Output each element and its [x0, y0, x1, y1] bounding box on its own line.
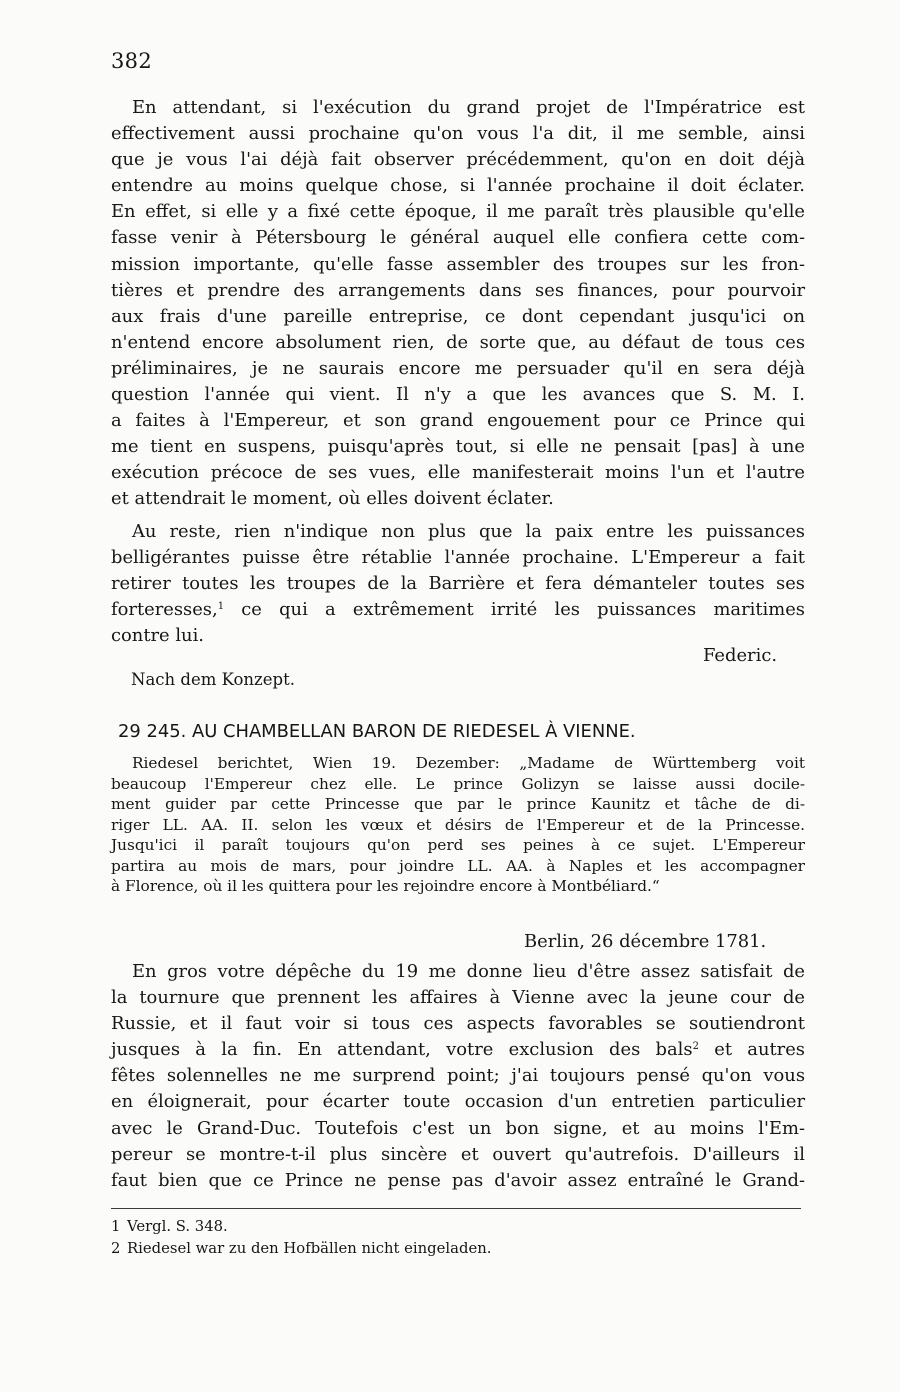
text-line: la tournure que prennent les affaires à Vienne avec la jeune cour de — [111, 987, 805, 1009]
footnote-text: Vergl. S. 348. — [127, 1218, 228, 1235]
text-line: a faites à l'Empereur, et son grand engouement pour ce Prince qui — [111, 410, 805, 432]
text-line: pereur se montre-t-il plus sincère et ouvert qu'autrefois. D'ailleurs il — [111, 1143, 805, 1165]
text-fragment: ce qui a extrêmement irrité les puissances maritimes — [224, 599, 805, 621]
report-summary — [111, 753, 805, 897]
text-line: En effet, si elle y a fixé cette époque, il me paraît très plausible qu'elle — [111, 201, 805, 223]
text-line: à Florence, où il les quittera pour les rejoindre encore à Montbéliard.“ — [111, 877, 660, 895]
text-line: beaucoup l'Empereur chez elle. Le prince Golizyn se laisse aussi docile- — [111, 774, 805, 793]
dateline: Berlin, 26 décembre 1781. — [524, 931, 767, 952]
text-line: riger LL. AA. II. selon les vœux et désirs de l'Empereur et de la Princesse. — [111, 815, 805, 834]
text-line: avec le Grand-Duc. Toutefois c'est un bon signe, et au moins l'Em- — [111, 1117, 805, 1139]
text-line: En gros votre dépêche du 19 me donne lieu d'être assez satisfait de — [132, 961, 805, 982]
footnote-2 — [111, 1238, 491, 1260]
text-line — [111, 597, 805, 623]
text-line: que je vous l'ai déjà fait observer précédemment, qu'on en doit déjà — [111, 149, 805, 171]
text-line: Riedesel berichtet, Wien 19. Dezember: „Madame de Württemberg voit — [132, 754, 805, 772]
text-line: effectivement aussi prochaine qu'on vous l'a dit, il me semble, ainsi — [111, 123, 805, 145]
text-line: retirer toutes les troupes de la Barrière et fera démanteler toutes ses — [111, 573, 805, 595]
text-fragment: forteresses, — [111, 599, 218, 621]
footnote-ref-1[interactable]: 1 — [217, 601, 225, 613]
text-line: Au reste, rien n'indique non plus que la paix entre les puissances — [132, 521, 805, 542]
text-line: mission importante, qu'elle fasse assembler des troupes sur les fron- — [111, 253, 805, 275]
footnote-text: Riedesel war zu den Hofbällen nicht eingeladen. — [127, 1239, 492, 1257]
text-line: tières et prendre des arrangements dans ses finances, pour pourvoir — [111, 279, 805, 301]
text-line: question l'année qui vient. Il n'y a que les avances que S. M. I. — [111, 384, 805, 406]
letter-body-paragraph-2 — [111, 519, 805, 649]
text-line: me tient en suspens, puisqu'après tout, si elle ne pensait [pas] à une — [111, 436, 805, 458]
text-line: ment guider par cette Princesse que par le prince Kaunitz et tâche de di- — [111, 795, 805, 813]
text-line: n'entend encore absolument rien, de sorte que, au défaut de tous ces — [111, 331, 805, 353]
footnote-divider — [111, 1208, 801, 1209]
text-line: Russie, et il faut voir si tous ces aspects favorables se soutiendront — [111, 1013, 805, 1035]
text-line — [111, 1037, 805, 1063]
text-line: faut bien que ce Prince ne pense pas d'avoir assez entraîné le Grand- — [111, 1169, 805, 1191]
text-line: et attendrait le moment, où elles doivent éclater. — [111, 488, 554, 510]
letter2-body — [111, 959, 805, 1194]
signature: Federic. — [703, 645, 778, 666]
text-line: aux frais d'une pareille entreprise, ce dont cependant jusqu'ici on — [111, 305, 805, 327]
text-line: fêtes solennelles ne me surprend point; j'ai toujours pensé qu'on vous — [111, 1065, 805, 1087]
text-line: exécution précoce de ses vues, elle manifesterait moins l'un et l'autre — [111, 462, 805, 484]
text-line: préliminaires, je ne saurais encore me persuader qu'il en sera déjà — [111, 357, 805, 379]
footnote-1 — [111, 1216, 491, 1238]
text-line: en éloignerait, pour écarter toute occasion d'un entretien particulier — [111, 1091, 805, 1113]
text-line: Jusqu'ici il paraît toujours qu'on perd ses peines à ce sujet. L'Empereur — [111, 836, 805, 854]
source-note: Nach dem Konzept. — [131, 670, 295, 689]
footnotes — [111, 1216, 491, 1259]
footnote-number: 2 — [111, 1239, 121, 1257]
text-line: fasse venir à Pétersbourg le général auquel elle confiera cette com- — [111, 227, 805, 249]
footnote-number: 1 — [111, 1218, 121, 1235]
text-fragment: et autres — [698, 1039, 805, 1061]
text-line: contre lui. — [111, 625, 204, 647]
text-line: belligérantes puisse être rétablie l'année prochaine. L'Empereur a fait — [111, 547, 805, 569]
text-line: partira au mois de mars, pour joindre LL. AA. à Naples et les accompagner — [111, 856, 805, 875]
text-fragment: jusques à la fin. En attendant, votre exclusion des bals — [111, 1039, 693, 1061]
page-number: 382 — [111, 49, 152, 73]
text-line: En attendant, si l'exécution du grand projet de l'Impératrice est — [132, 97, 805, 118]
letter-heading: 29 245. AU CHAMBELLAN BARON DE RIEDESEL À VIENNE. — [118, 721, 636, 742]
text-line: entendre au moins quelque chose, si l'année prochaine il doit éclater. — [111, 175, 805, 197]
letter-body-paragraph-1 — [111, 95, 805, 513]
footnote-ref-2[interactable]: 2 — [692, 1041, 699, 1053]
